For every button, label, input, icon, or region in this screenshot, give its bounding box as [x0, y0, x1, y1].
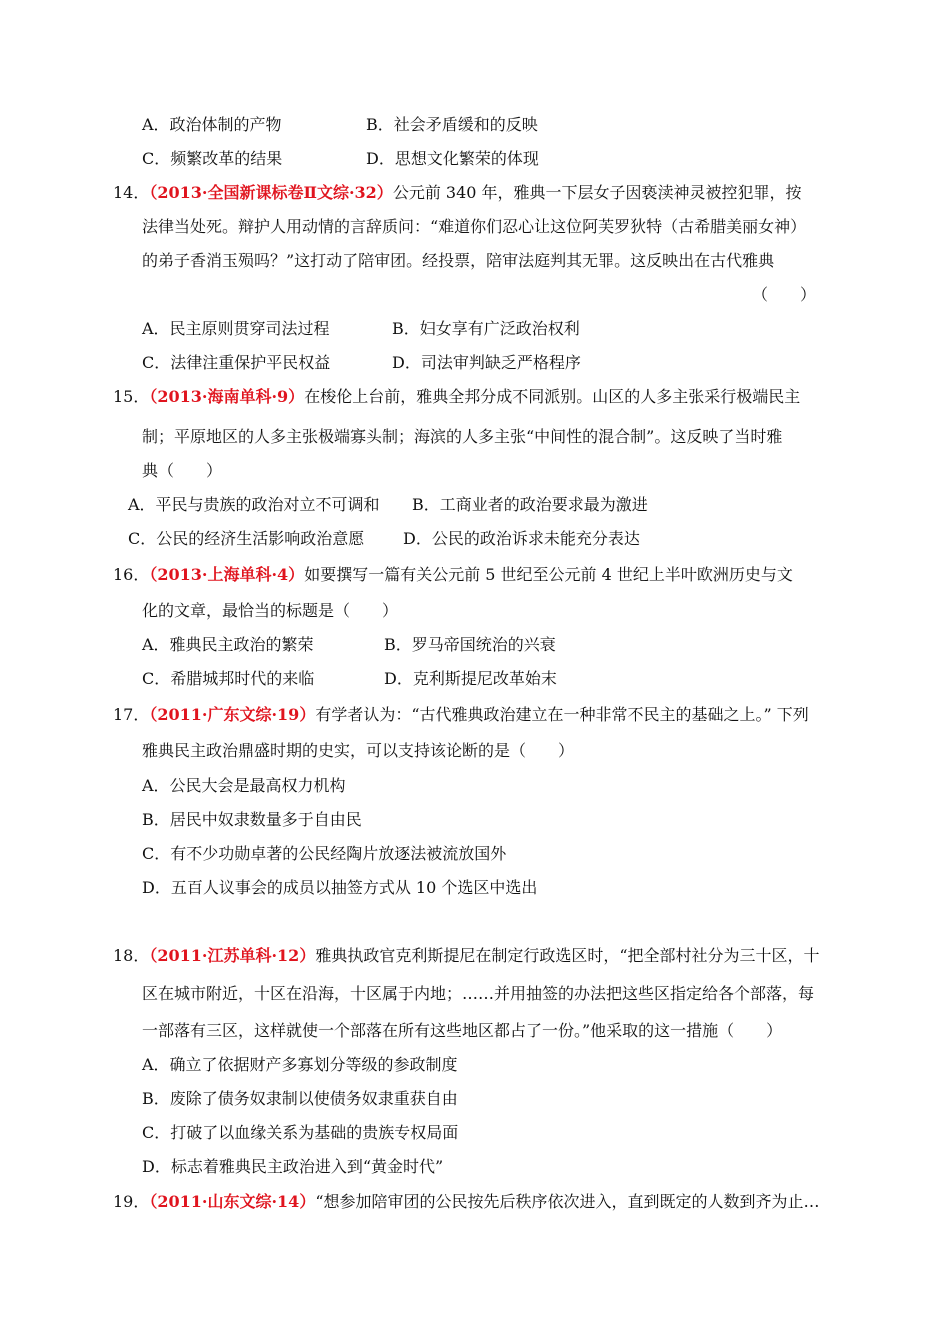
question-source: （2011·江苏单科·12） [149, 946, 316, 965]
question-14-line-2: 法律当处死。辩护人用动情的言辞质问：“难道你们忍心让这位阿芙罗狄特（古希腊美丽女神） [142, 217, 807, 236]
question-15-line-3: 典（ ） [142, 461, 223, 480]
q18-option-a: A．确立了依据财产多寡划分等级的参政制度 [142, 1055, 458, 1074]
question-text: “想参加陪审团的公民按先后秩序依次进入，直到既定的人数到齐为止… [315, 1192, 820, 1211]
option-b: B．社会矛盾缓和的反映 [366, 115, 538, 134]
question-15-first-line [113, 387, 800, 407]
question-source: （2013·海南单科·9） [149, 387, 305, 406]
q14-option-c: C．法律注重保护平民权益 [142, 353, 331, 372]
question-source: （2013·上海单科·4） [149, 565, 305, 584]
question-19-first-line [113, 1192, 820, 1212]
q17-option-b: B．居民中奴隶数量多于自由民 [142, 810, 362, 829]
question-source: （2011·广东文综·19） [149, 705, 316, 724]
question-number: 15． [113, 387, 150, 406]
q15-option-a: A．平民与贵族的政治对立不可调和 [128, 495, 380, 514]
question-text: 有学者认为：“古代雅典政治建立在一种非常不民主的基础之上。” 下列 [315, 705, 809, 724]
question-number: 17． [113, 705, 150, 724]
q14-option-b: B．妇女享有广泛政治权利 [392, 319, 580, 338]
q16-option-a: A．雅典民主政治的繁荣 [142, 635, 314, 654]
question-text: 公元前 340 年，雅典一下层女子因亵渎神灵被控犯罪，按 [392, 183, 802, 202]
question-18-first-line [113, 946, 820, 966]
question-number: 18． [113, 946, 150, 965]
question-17-line-2: 雅典民主政治鼎盛时期的史实，可以支持该论断的是（ ） [142, 741, 575, 760]
q14-option-d: D．司法审判缺乏严格程序 [392, 353, 581, 372]
question-18-line-2: 区在城市附近，十区在沿海，十区属于内地；……并用抽签的办法把这些区指定给各个部落，每 [142, 984, 815, 1003]
q16-option-d: D．克利斯提尼改革始末 [384, 669, 557, 688]
option-d: D．思想文化繁荣的体现 [366, 149, 539, 168]
q16-option-b: B．罗马帝国统治的兴衰 [384, 635, 556, 654]
question-source: （2013·全国新课标卷Ⅱ文综·32） [149, 183, 393, 202]
option-a: A．政治体制的产物 [142, 115, 282, 134]
question-text: 在梭伦上台前，雅典全邦分成不同派别。山区的人多主张采行极端民主 [304, 387, 801, 406]
option-c: C．频繁改革的结果 [142, 149, 283, 168]
question-14-line-3: 的弟子香消玉殒吗？”这打动了陪审团。经投票，陪审法庭判其无罪。这反映出在古代雅典 [142, 251, 775, 270]
q14-option-a: A．民主原则贯穿司法过程 [142, 319, 330, 338]
question-15-line-2: 制；平原地区的人多主张极端寡头制；海滨的人多主张“中间性的混合制”。这反映了当时雅 [142, 427, 783, 446]
q18-option-c: C．打破了以血缘关系为基础的贵族专权局面 [142, 1123, 459, 1142]
question-source: （2011·山东文综·14） [149, 1192, 316, 1211]
q15-option-b: B．工商业者的政治要求最为激进 [412, 495, 648, 514]
q18-option-d: D．标志着雅典民主政治进入到“黄金时代” [142, 1157, 444, 1176]
question-number: 16． [113, 565, 150, 584]
question-text: 如要撰写一篇有关公元前 5 世纪至公元前 4 世纪上半叶欧洲历史与文 [304, 565, 793, 584]
answer-bracket: （ ） [752, 285, 817, 304]
q17-option-c: C．有不少功勋卓著的公民经陶片放逐法被流放国外 [142, 844, 507, 863]
question-16-first-line [113, 565, 793, 585]
q15-option-c: C．公民的经济生活影响政治意愿 [128, 529, 365, 548]
q18-option-b: B．废除了债务奴隶制以使债务奴隶重获自由 [142, 1089, 458, 1108]
q17-option-a: A．公民大会是最高权力机构 [142, 776, 346, 795]
question-16-line-2: 化的文章，最恰当的标题是（ ） [142, 601, 399, 620]
question-18-line-3: 一部落有三区，这样就使一个部落在所有这些地区都占了一份。”他采取的这一措施（ ） [142, 1021, 783, 1040]
question-number: 14． [113, 183, 150, 202]
question-text: 雅典执政官克利斯提尼在制定行政选区时，“把全部村社分为三十区，十 [315, 946, 820, 965]
question-number: 19． [113, 1192, 150, 1211]
question-17-first-line [113, 705, 809, 725]
q17-option-d: D．五百人议事会的成员以抽签方式从 10 个选区中选出 [142, 878, 538, 897]
question-14-first-line [113, 183, 802, 203]
q16-option-c: C．希腊城邦时代的来临 [142, 669, 315, 688]
q15-option-d: D．公民的政治诉求未能充分表达 [403, 529, 640, 548]
